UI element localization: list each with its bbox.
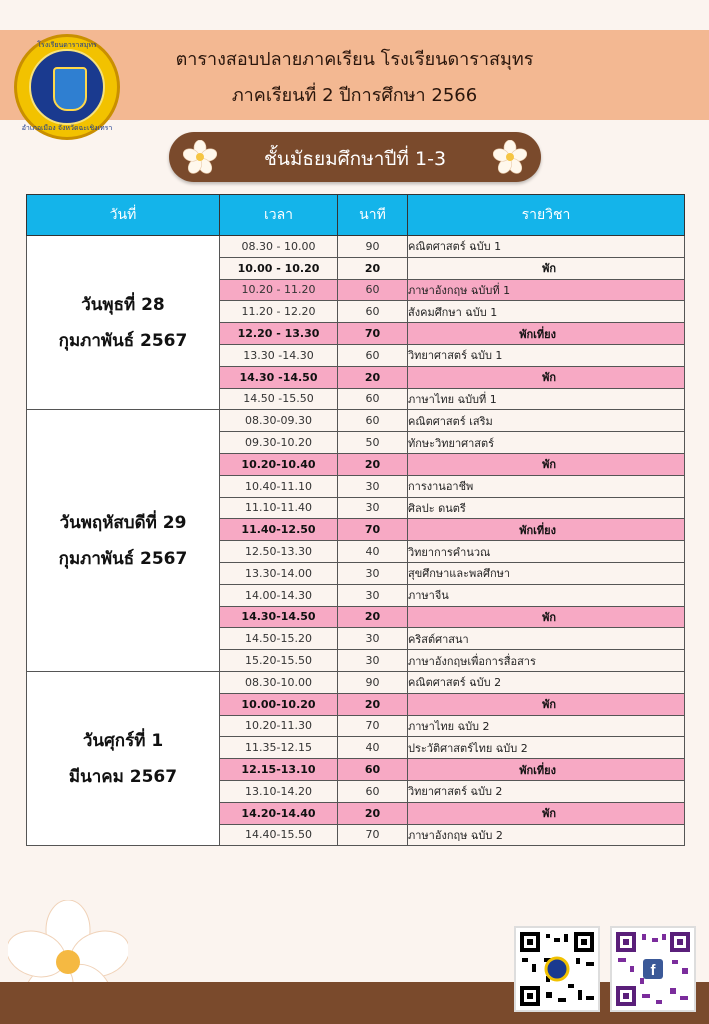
column-header-time: เวลา (220, 195, 338, 236)
column-header-minutes: นาที (338, 195, 408, 236)
exam-time: 14.00-14.30 (220, 584, 338, 606)
exam-day-cell (27, 671, 220, 845)
exam-minutes: 30 (338, 584, 408, 606)
exam-day-date: กุมภาพันธ์ 2567 (58, 548, 188, 569)
exam-time: 11.20 - 12.20 (220, 301, 338, 323)
exam-subject: สังคมศึกษา ฉบับ 1 (408, 301, 685, 323)
logo-text-bottom: อำเภอเมือง จังหวัดฉะเชิงเทรา (21, 124, 113, 132)
shield-icon (53, 67, 87, 111)
exam-day-name: วันศุกร์ที่ 1 (82, 730, 164, 751)
exam-time: 14.40-15.50 (220, 824, 338, 846)
exam-subject: ประวัติศาสตร์ไทย ฉบับ 2 (408, 737, 685, 759)
exam-minutes: 70 (338, 519, 408, 541)
exam-minutes: 60 (338, 759, 408, 781)
exam-subject: พักเที่ยง (408, 519, 685, 541)
exam-subject: คณิตศาสตร์ เสริม (408, 410, 685, 432)
exam-minutes: 60 (338, 279, 408, 301)
exam-time: 14.30 -14.50 (220, 366, 338, 388)
exam-subject: ภาษาไทย ฉบับ 2 (408, 715, 685, 737)
page-title: ตารางสอบปลายภาคเรียน โรงเรียนดาราสมุทร (175, 49, 534, 70)
exam-subject: พัก (408, 606, 685, 628)
exam-time: 11.10-11.40 (220, 497, 338, 519)
exam-subject: พักเที่ยง (408, 759, 685, 781)
exam-minutes: 90 (338, 671, 408, 693)
exam-time: 10.20-11.30 (220, 715, 338, 737)
exam-minutes: 40 (338, 737, 408, 759)
exam-minutes: 40 (338, 541, 408, 563)
facebook-qr-code[interactable] (610, 926, 696, 1012)
exam-minutes: 20 (338, 366, 408, 388)
exam-minutes: 30 (338, 562, 408, 584)
qr-code-icon (516, 928, 598, 1010)
logo-text-top: โรงเรียนดาราสมุทร (37, 41, 97, 49)
level-title: ชั้นมัธยมศึกษาปีที่ 1-3 (263, 148, 447, 170)
exam-time: 13.30 -14.30 (220, 344, 338, 366)
exam-subject: พักเที่ยง (408, 323, 685, 345)
exam-minutes: 20 (338, 257, 408, 279)
exam-day-cell (27, 410, 220, 672)
exam-time: 14.20-14.40 (220, 802, 338, 824)
exam-minutes: 50 (338, 432, 408, 454)
exam-subject: ทักษะวิทยาศาสตร์ (408, 432, 685, 454)
exam-subject: ภาษาไทย ฉบับที่ 1 (408, 388, 685, 410)
column-header-date: วันที่ (27, 195, 220, 236)
exam-time: 10.20-10.40 (220, 453, 338, 475)
exam-time: 10.00-10.20 (220, 693, 338, 715)
exam-subject: วิทยาศาสตร์ ฉบับ 1 (408, 344, 685, 366)
exam-time: 13.30-14.00 (220, 562, 338, 584)
exam-time: 08.30-10.00 (220, 671, 338, 693)
logo-emblem (29, 49, 105, 125)
exam-time: 15.20-15.50 (220, 650, 338, 672)
exam-subject: คณิตศาสตร์ ฉบับ 1 (408, 236, 685, 258)
exam-time: 10.20 - 11.20 (220, 279, 338, 301)
exam-day-date: กุมภาพันธ์ 2567 (58, 330, 188, 351)
exam-day-name: วันพฤหัสบดีที่ 29 (59, 512, 187, 533)
exam-time: 11.35-12.15 (220, 737, 338, 759)
table-row (27, 236, 685, 258)
column-header-subject: รายวิชา (408, 195, 685, 236)
exam-minutes: 30 (338, 628, 408, 650)
exam-time: 12.15-13.10 (220, 759, 338, 781)
exam-time: 14.30-14.50 (220, 606, 338, 628)
exam-minutes: 60 (338, 388, 408, 410)
exam-minutes: 30 (338, 497, 408, 519)
exam-time: 14.50 -15.50 (220, 388, 338, 410)
exam-day-name: วันพุธที่ 28 (81, 294, 165, 315)
exam-minutes: 20 (338, 802, 408, 824)
exam-subject: ภาษาอังกฤษ ฉบับ 2 (408, 824, 685, 846)
school-logo (14, 34, 120, 140)
exam-minutes: 30 (338, 650, 408, 672)
page-subtitle: ภาคเรียนที่ 2 ปีการศึกษา 2566 (231, 85, 478, 106)
exam-time: 08.30 - 10.00 (220, 236, 338, 258)
exam-subject: พัก (408, 366, 685, 388)
exam-subject: พัก (408, 257, 685, 279)
exam-minutes: 90 (338, 236, 408, 258)
level-banner (169, 132, 541, 182)
exam-subject: สุขศึกษาและพลศึกษา (408, 562, 685, 584)
exam-schedule-table (26, 194, 685, 846)
exam-day-cell (27, 236, 220, 410)
exam-time: 10.00 - 10.20 (220, 257, 338, 279)
exam-minutes: 70 (338, 715, 408, 737)
exam-minutes: 70 (338, 824, 408, 846)
exam-subject: พัก (408, 453, 685, 475)
exam-time: 10.40-11.10 (220, 475, 338, 497)
exam-minutes: 70 (338, 323, 408, 345)
exam-time: 14.50-15.20 (220, 628, 338, 650)
svg-text:f: f (650, 962, 656, 979)
exam-minutes: 20 (338, 453, 408, 475)
exam-minutes: 60 (338, 410, 408, 432)
exam-minutes: 60 (338, 301, 408, 323)
exam-time: 12.50-13.30 (220, 541, 338, 563)
exam-minutes: 20 (338, 693, 408, 715)
exam-subject: พัก (408, 693, 685, 715)
exam-minutes: 20 (338, 606, 408, 628)
exam-subject: การงานอาชีพ (408, 475, 685, 497)
exam-subject: วิทยาศาสตร์ ฉบับ 2 (408, 780, 685, 802)
exam-subject: ภาษาจีน (408, 584, 685, 606)
exam-subject: ภาษาอังกฤษ ฉบับที่ 1 (408, 279, 685, 301)
exam-time: 12.20 - 13.30 (220, 323, 338, 345)
website-qr-code[interactable] (514, 926, 600, 1012)
footer-band (0, 982, 709, 1024)
exam-time: 11.40-12.50 (220, 519, 338, 541)
exam-subject: คริสต์ศาสนา (408, 628, 685, 650)
exam-minutes: 30 (338, 475, 408, 497)
exam-minutes: 60 (338, 780, 408, 802)
exam-subject: พัก (408, 802, 685, 824)
exam-time: 09.30-10.20 (220, 432, 338, 454)
exam-day-date: มีนาคม 2567 (68, 766, 178, 787)
exam-subject: ภาษาอังกฤษเพื่อการสื่อสาร (408, 650, 685, 672)
table-row (27, 671, 685, 693)
qr-code-icon (612, 928, 694, 1010)
exam-subject: ศิลปะ ดนตรี (408, 497, 685, 519)
table-header-row (27, 195, 685, 236)
exam-subject: คณิตศาสตร์ ฉบับ 2 (408, 671, 685, 693)
exam-time: 08.30-09.30 (220, 410, 338, 432)
top-margin (0, 0, 709, 26)
exam-subject: วิทยาการคำนวณ (408, 541, 685, 563)
exam-minutes: 60 (338, 344, 408, 366)
table-row (27, 410, 685, 432)
flower-icon (493, 140, 527, 174)
exam-time: 13.10-14.20 (220, 780, 338, 802)
